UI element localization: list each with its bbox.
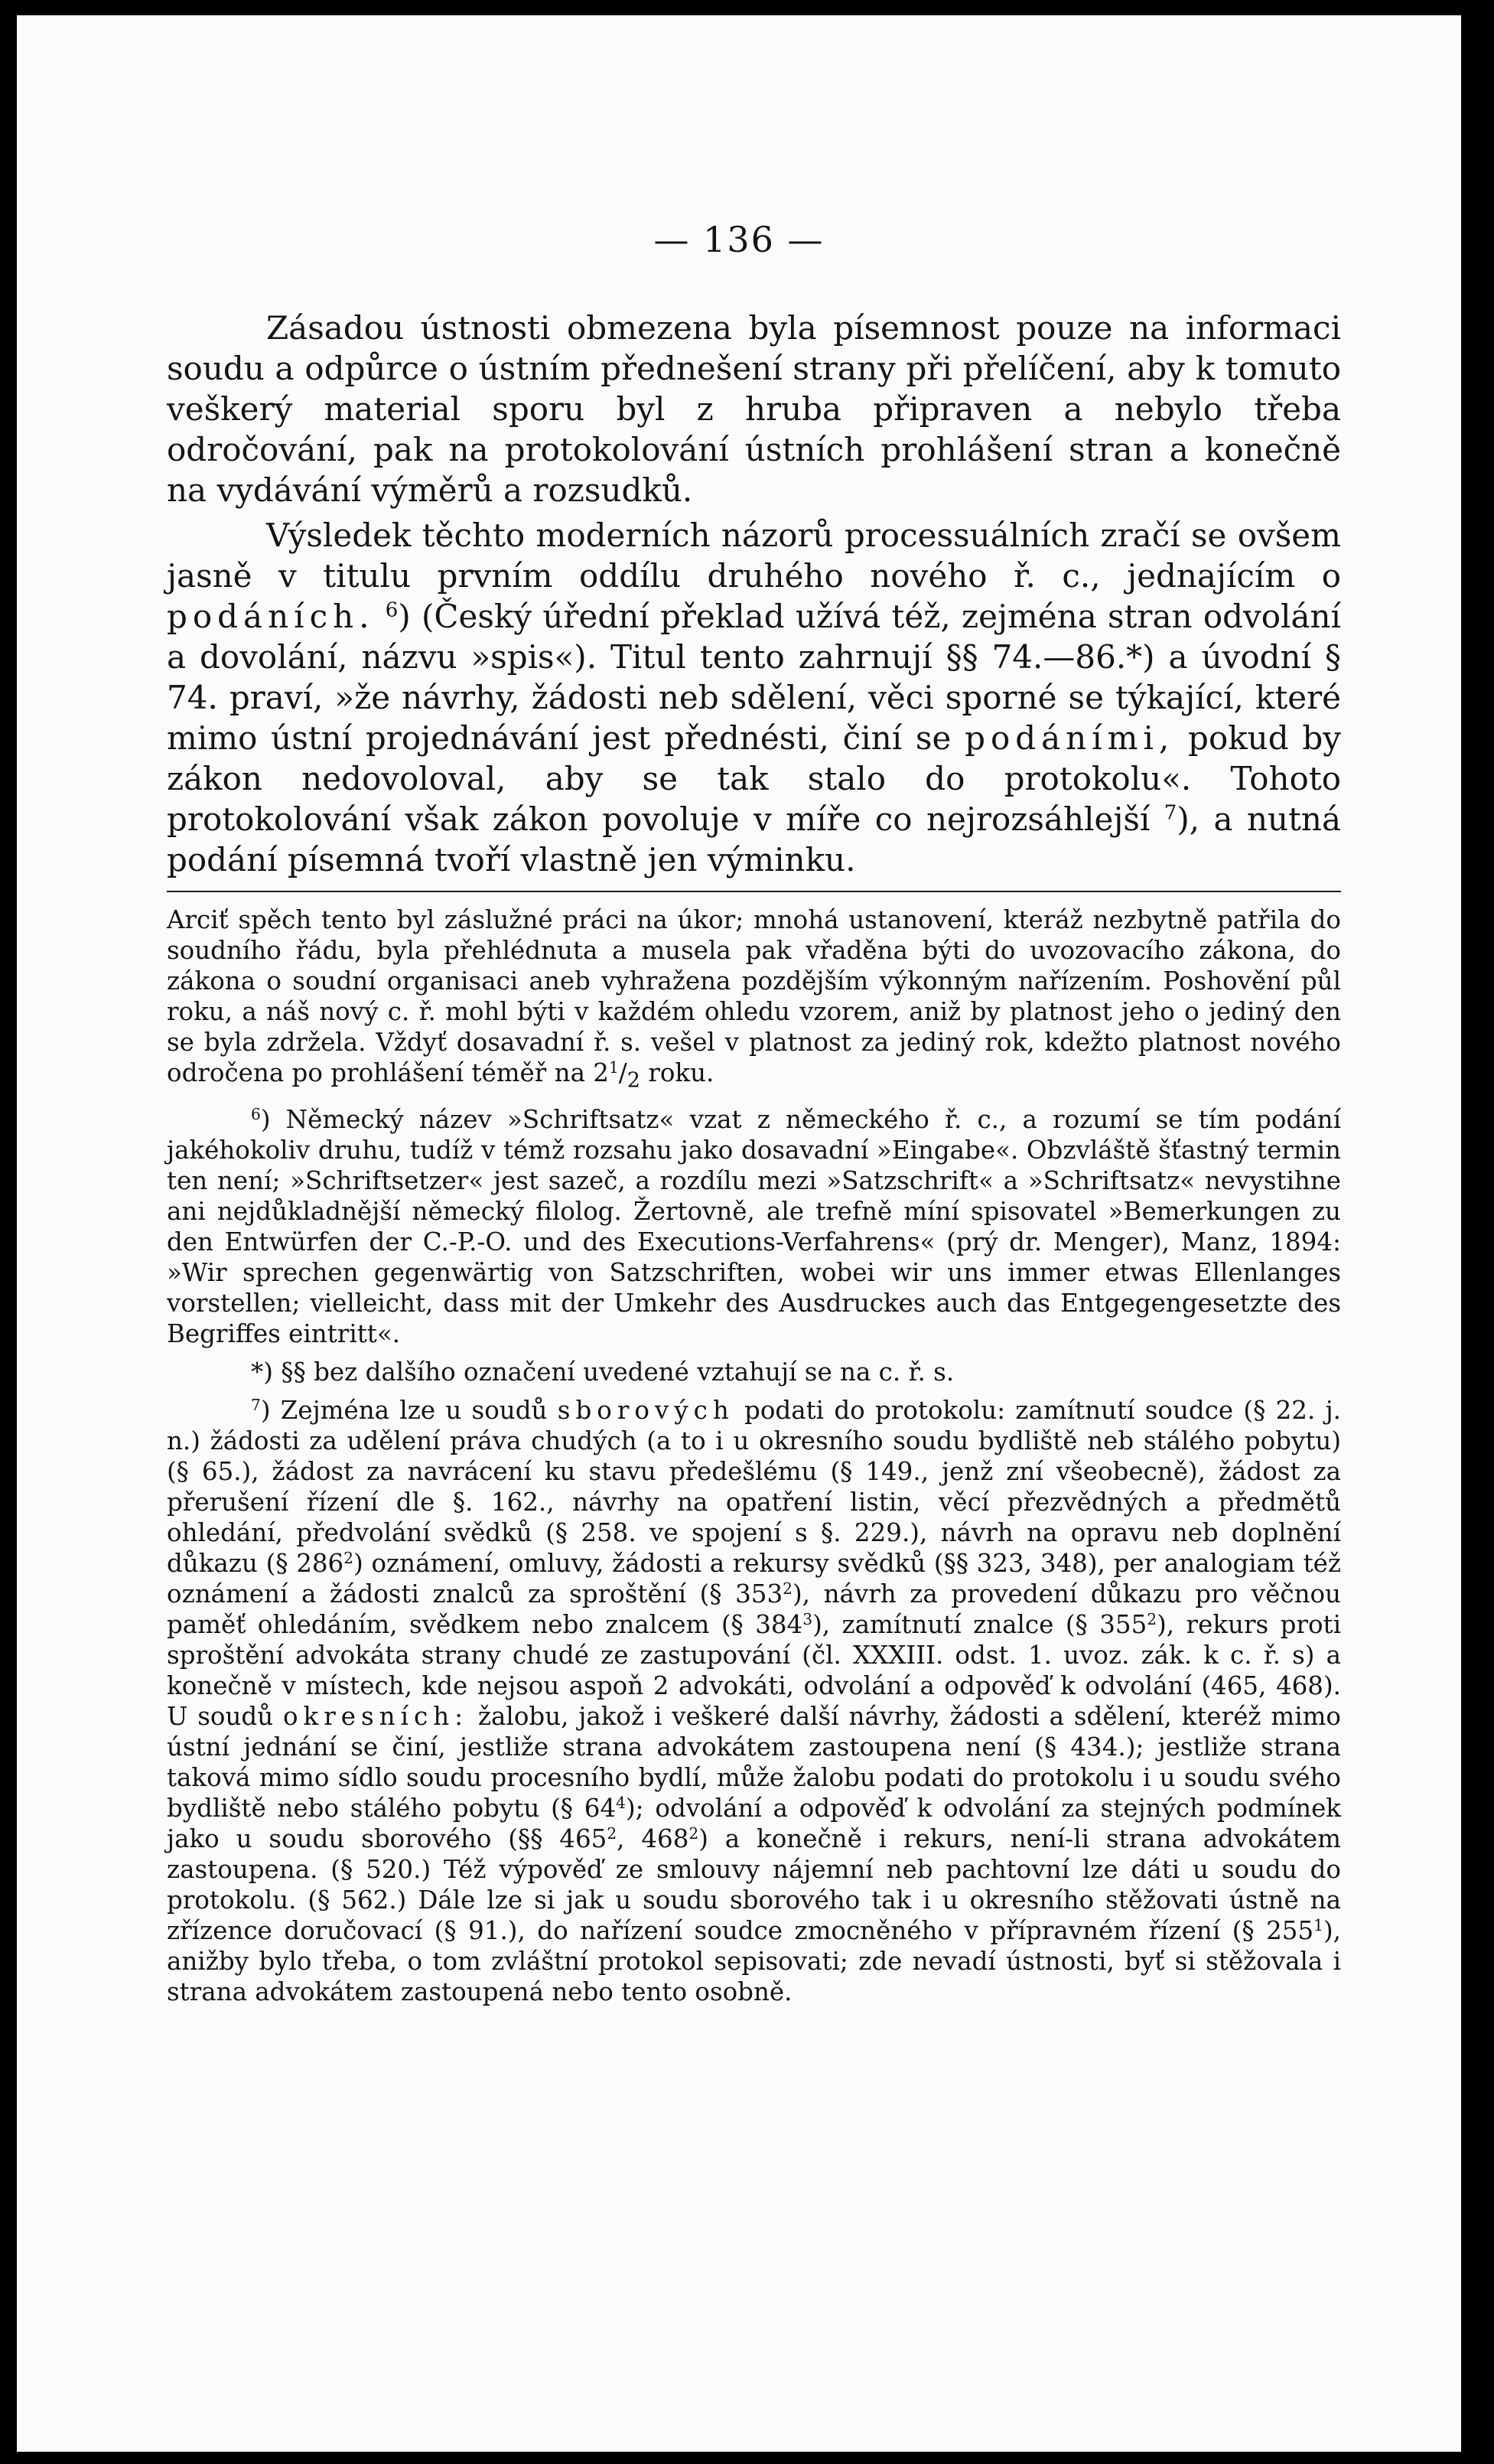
book-page (17, 15, 1461, 2452)
footnote-text-run: roku. (640, 1058, 714, 1087)
superscript: 4 (616, 1793, 626, 1812)
superscript: 2 (783, 1579, 793, 1598)
footnote-text-run: ), zamítnutí znalce (§ 355 (812, 1609, 1147, 1639)
footnote-divider (167, 891, 1341, 892)
footnote-text-run: ), návrh za provedení důkazu pro věčnou paměť ohledáním, svědkem nebo znalcem (§ 384 (167, 1579, 1341, 1639)
footnote-text-run: žalobu, jakož i veškeré další návrhy, žádosti a sdělení, kteréž mimo ústní jednání se činí, jestliže strana advokátem zastoupena není (§ 434.); jestliže strana taková mimo sídlo soudu procesního bydlí, může žalobu podati do protokolu i u soudu svého bydliště nebo stálého pobytu (§ 64 (167, 1701, 1341, 1823)
footnote-text-run: ) oznámení, omluvy, žádosti a rekursy svědků (§§ 323, 348), per analogiam též oznámení a žádosti znalců za sproštění (§ 353 (167, 1548, 1341, 1608)
superscript: 3 (802, 1609, 813, 1628)
footnote-text-run: ); odvolání a odpověď k odvolání za stejných podmínek jako u soudu sborového (§§ 465 (167, 1793, 1341, 1853)
footnote-ref-6: 6 (385, 598, 399, 622)
footnote-text-run: ) Německý název »Schriftsatz« vzat z německého ř. c., a rozumí se tím podání jakéhokoliv druhu, tudíž v témž rozsahu jako dosavadní »Eingabe«. Obzvláště šťastný termin ten není; »Schriftsetzer« jest sazeč, a rozdílu mezi »Satzschrift« a »Schriftsatz« nevystihne ani nejdůkladnější německý filolog. Žertovně, ale trefně míní spisovatel »Bemerkungen zu den Entwürfen der C.-P.-O. und des Executions-Verfahrens« (prý dr. Menger), Manz, 1894: »Wir sprechen gegenwärtig von Satzschriften, wobei wir uns immer etwas Ellenlanges vorstellen; vielleicht, dass mit der Umkehr des Ausdruckes auch das Entgegengesetzte des Begriffes eintritt«. (167, 1104, 1341, 1348)
fraction-slash: / (618, 1058, 627, 1087)
body-text-run: ), a nutná podání písemná tvoří vlastně jen výminku. (167, 800, 1342, 878)
footnote-7 (167, 1395, 1341, 2007)
body-paragraph-1: Zásadou ústnosti obmezena byla písemnost pouze na informaci soudu a odpůrce o ústním přednešení strany při přelíčení, aby k tomuto veškerý material sporu byl z hruba připraven a nebylo třeba odročování, pak na protokolování ústních prohlášení stran a konečně na vydávání výměrů a rozsudků. (167, 309, 1341, 509)
footnote-text-run: ) Zejména lze u soudů (260, 1395, 558, 1425)
body-text-run: Výsledek těchto moderních názorů processuálních zračí se ovšem jasně v titulu prvním oddílu druhého nového ř. c., jednajícím o (167, 517, 1341, 595)
footnote-text-run: ) a konečně i rekurs, není-li strana advokátem zastoupena. (§ 520.) Též výpověď ze smlouvy nájemní neb pachtovní lze dáti u soudu do protokolu. (§ 562.) Dále lze si jak u soudu sborového tak i u okresního stěžovati ústně na zřízence doručovací (§ 91.), do nařízení soudce zmocněného v přípravném řízení (§ 255 (167, 1824, 1341, 1945)
superscript: 2 (607, 1824, 617, 1843)
main-text (167, 308, 1341, 880)
footnote-text-run: ), anižby bylo třeba, o tom zvláštní protokol sepisovati; zde nevadí ústnosti, byť si stěžovala i strana advokátem zastoupená nebo tento osobně. (167, 1915, 1341, 2006)
footnote-mark-7: 7 (251, 1395, 261, 1414)
body-paragraph-2 (167, 515, 1341, 880)
superscript: 2 (688, 1824, 699, 1843)
body-text-run: ) (Český úřední překlad užívá též, zejména stran odvolání a dovolání, názvu »spis«). Titul tento zahrnují §§ 74.—86.*) a úvodní § 74. praví, »že návrhy, žádosti neb sdělení, věci sporné se týkající, které mimo ústní projednávání jest přednésti, činí se (167, 598, 1341, 757)
superscript: 2 (1147, 1609, 1157, 1628)
fraction-numerator: 1 (608, 1058, 619, 1077)
superscript: 2 (343, 1548, 354, 1567)
spaced-term: podáními, (965, 719, 1175, 757)
fraction-denominator: 2 (627, 1068, 640, 1093)
spaced-term: sborových (557, 1395, 734, 1425)
footnote-continued (167, 904, 1341, 1097)
footnote-star: *) §§ bez dalšího označení uvedené vztahují se na c. ř. s. (251, 1357, 955, 1387)
body-text-run: pokud by zákon nedovoloval, aby se tak stalo do protokolu«. Tohoto protokolování však zákon povoluje v míře co nejrozsáhlejší (167, 719, 1341, 838)
superscript: 1 (1313, 1915, 1323, 1934)
spaced-term: podáních. (167, 598, 375, 635)
spaced-term: okresních: (282, 1701, 469, 1731)
footnote-text-run: podati do protokolu: zamítnutí soudce (§ 22. j. n.) žádosti za udělení práva chudých (a to i u okresního soudu bydliště neb stálého pobytu) (§ 65.), žádost za navrácení ku stavu předešlému (§ 149., jenž zní všeobecně), žádost za přerušení řízení dle §. 162., návrhy na opatření listin, věcí přezvědných a předmětů ohledání, předvolání svědků (§ 258. ve spojení s §. 229.), návrh na opravu neb doplnění důkazu (§ 286 (167, 1395, 1341, 1578)
footnote-text-run: , 468 (617, 1824, 689, 1853)
footnote-mark-6: 6 (251, 1104, 261, 1123)
footnotes (167, 904, 1341, 2007)
footnote-6 (167, 1104, 1341, 1349)
footnote-text-run: Arciť spěch tento byl záslužné práci na úkor; mnohá ustanovení, kteráž nezbytně patřila do soudního řádu, byla přehlédnuta a musela pak vřaděna býti do uvozovacího zákona, do zákona o soudní organisaci aneb vyhražena pozdějším výkonným nařízením. Poshovění půl roku, a náš nový c. ř. mohl býti v každém ohledu vzorem, aniž by platnost jeho o jediný den se byla zdržela. Vždyť dosavadní ř. s. vešel v platnost za jediný rok, kdežto platnost nového odročena po prohlášení téměř na 2 (167, 905, 1341, 1087)
page-number: — 136 — (653, 219, 825, 260)
footnote-text-run: ), rekurs proti sproštění advokáta strany chudé ze zastupování (čl. XXXIII. odst. 1. uvoz. zák. k c. ř. s) a konečně v místech, kde nejsou aspoň 2 advokáti, odvolání a odpověď k odvolání (465, 468). U soudů (167, 1609, 1341, 1731)
footnote-ref-7: 7 (1164, 801, 1177, 825)
